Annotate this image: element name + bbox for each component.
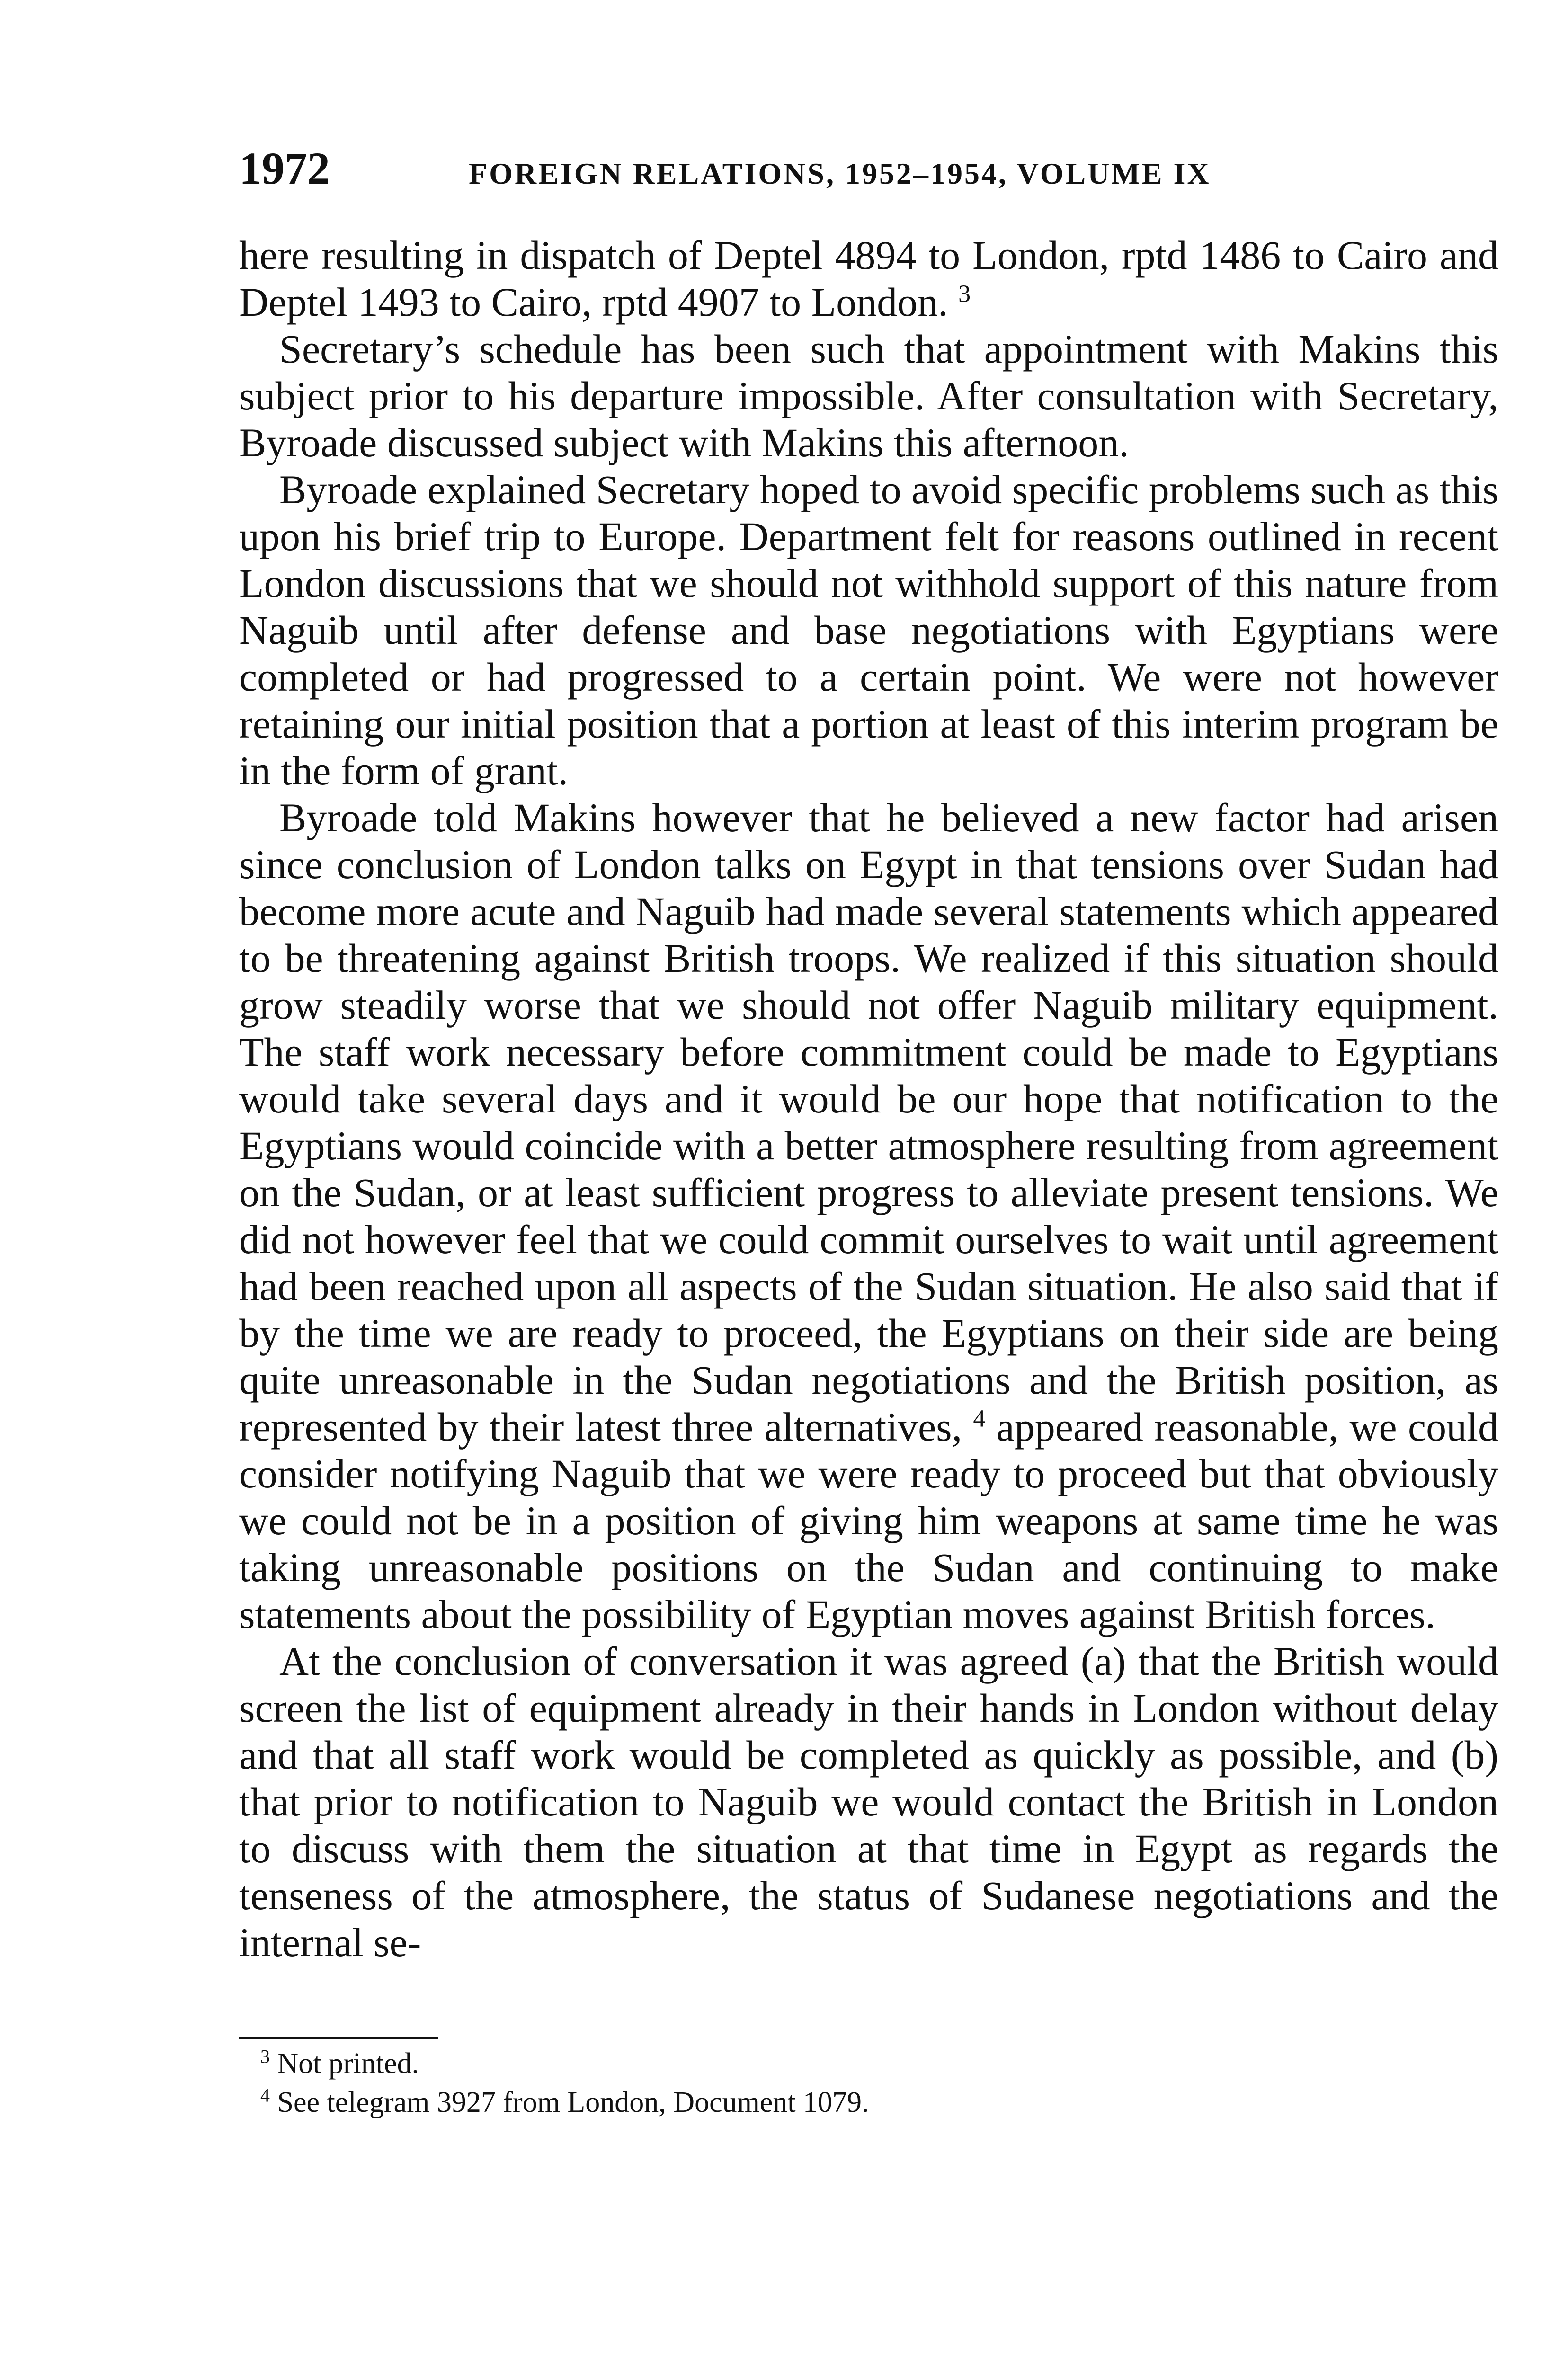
paragraph-2 [239, 326, 1498, 466]
paragraph-text: here resulting in dispatch of Deptel 4894 to London, rptd 1486 to Cairo and Deptel 1493 to Cairo, rptd 4907 to London. [239, 232, 1498, 325]
footnotes [239, 2044, 1498, 2122]
footnote-4 [260, 2083, 1498, 2122]
paragraph-text: Byroade explained Secretary hoped to avoid specific problems such as this upon his brief trip to Europe. Department felt for reasons outlined in recent London discussions that we should not withhold support of this nature from Naguib until after defense and base negotiations with Egyptians were completed or had progressed to a certain point. We were not however retaining our initial position that a portion at least of this interim program be in the form of grant. [239, 467, 1498, 793]
running-title: FOREIGN RELATIONS, 1952–1954, VOLUME IX [469, 157, 1211, 190]
footnote-text: See telegram 3927 from London, Document 1079. [277, 2086, 869, 2118]
body-text [239, 232, 1498, 1966]
paragraph-text: Byroade told Makins however that he believed a new factor had arisen since conclusion of London talks on Egypt in that tensions over Sudan had become more acute and Naguib had made several statements which appeared to be threatening against British troops. We realized if this situation should grow steadily worse that we should not offer Naguib military equipment. The staff work necessary before commitment could be made to Egyptians would take several days and it would be our hope that notification to the Egyptians would coincide with a better atmosphere resulting from agreement on the Sudan, or at least sufficient progress to alleviate present tensions. We did not however feel that we could commit ourselves to wait until agreement had been reached upon all aspects of the Sudan situation. He also said that if by the time we are ready to proceed, the Egyptians on their side are being quite unreasonable in the Sudan negotiations and the British position, as represented by their latest three alternatives, [239, 795, 1498, 1450]
paragraph-text: Secretary’s schedule has been such that appointment with Makins this subject prior to his departure impossible. After consultation with Secretary, Byroade discussed subject with Makins this afternoon. [239, 326, 1498, 465]
paragraph-5 [239, 1638, 1498, 1966]
paragraph-1 [239, 232, 1498, 326]
paragraph-text: At the conclusion of conversation it was agreed (a) that the British would screen the list of equipment already in their hands in London without delay and that all staff work would be completed as quickly as possible, and (b) that prior to notification to Naguib we would contact the British in London to discuss with them the situation at that time in Egypt as regards the tenseness of the atmosphere, the status of Sudanese negotiations and the internal se- [239, 1638, 1498, 1965]
footnote-divider [239, 2037, 438, 2039]
paragraph-text-continued: appeared reasonable, we could consider notifying Naguib that we were ready to proceed but that obviously we could not be in a position of giving him weapons at same time he was taking unreasonable positions on the Sudan and continuing to make statements about the possibility of Egyptian moves against British forces. [239, 1404, 1498, 1637]
paragraph-4 [239, 794, 1498, 1638]
paragraph-3 [239, 466, 1498, 794]
footnote-text: Not printed. [277, 2047, 419, 2080]
footnote-ref-4[interactable]: 4 [973, 1405, 986, 1433]
footnote-ref-3[interactable]: 3 [958, 280, 971, 308]
running-head [239, 142, 1498, 213]
document-page [239, 142, 1498, 2122]
footnote-number: 3 [260, 2046, 270, 2067]
footnote-number: 4 [260, 2084, 270, 2106]
footnote-3 [260, 2044, 1498, 2083]
page-number: 1972 [239, 143, 330, 194]
